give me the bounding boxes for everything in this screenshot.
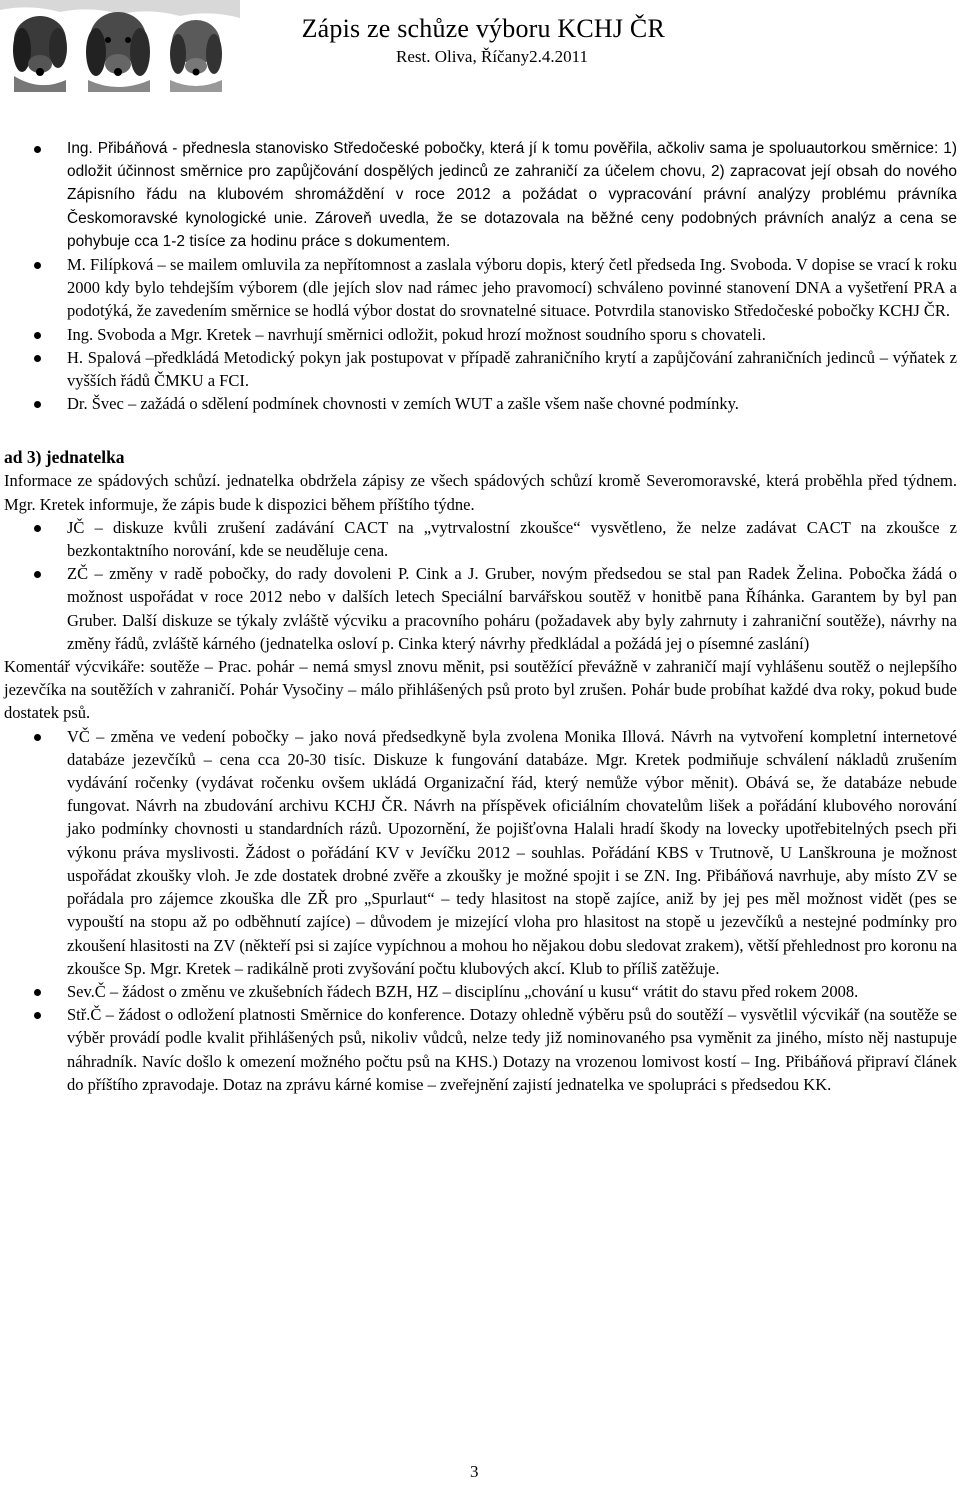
document-title: Zápis ze schůze výboru KCHJ ČR: [301, 14, 665, 43]
list-item: H. Spalová –předkládá Metodický pokyn jak postupovat v případě zahraničního krytí a zapůjčování zahraničních jedinců – výňatek z vyšších řádů ČMKU a FCI.: [4, 346, 957, 392]
trainer-comment: Komentář výcvikáře: soutěže – Prac. pohár – nemá smysl znovu měnit, psi soutěžící převážně v zahraničí mají vyhlášenu soutěž o nejlepšího jezevčíka na soutěžích v zahraničí. Pohár Vysočiny – málo přihlášených psů proto byl zrušen. Pohár bude probíhat každé dva roky, pokud bude dostatek psů.: [4, 657, 957, 723]
list-item: M. Filípková – se mailem omluvila za nepřítomnost a zaslala výboru dopis, který četl předseda Ing. Svoboda. V dopise se vrací k roku 2000 kdy bylo tehdejším výborem (dle jejích slov nad rámec jeho pravomocí) schváleno povinné stanovení DNA a vyšetření PRA a podotýká, že zavedením směrnice se hodlá výbor dostat do srovnatelné situace. Potvrdila stanovisko Středočeské pobočky KCHJ ČR.: [4, 253, 957, 323]
list-item: Stř.Č – žádost o odložení platnosti Směrnice do konference. Dotazy ohledně výběru psů do soutěží – vysvětlil výcvikář (na soutěže se výběr provádí podle kvalit přihlášených psů, nikoliv vůdců, nelze tedy již nominovaného psa vyměnit za jiného, místo něj nastupuje náhradník. Navíc došlo k omezení možného počtu psů na KHS.) Dotazy na vrozenou lomivost kostí – Ing. Přibáňová připraví článek do příštího zpravodaje. Dotaz na zprávu kárné komise – zveřejnění zajistí jednatelka ve spolupráci s předsedou KK.: [4, 1003, 957, 1096]
list-item: ZČ – změny v radě pobočky, do rady dovoleni P. Cink a J. Gruber, novým předsedou se stal pan Radek Želina. Pobočka žádá o možnost uspořádat v roce 2012 nebo v dalších letech Speciální barvářskou soutěž v honitbě pana Říhánka. Garantem by byl pan Gruber. Další diskuze se týkaly zvláště výcviku a pracovního poháru (požadavek aby byly zahrnuty i zahraniční soutěže), návrhy na změny řádů, zvláště kárného (jednatelka osloví p. Cinka který návrhy předkládal a požádá jej o písemné zaslání): [4, 562, 957, 655]
list-item: Dr. Švec – zažádá o sdělení podmínek chovnosti v zemích WUT a zašle všem naše chovné podmínky.: [4, 392, 957, 415]
page-number: 3: [470, 1462, 479, 1481]
document-subtitle: Rest. Oliva, Říčany2.4.2011: [395, 47, 588, 66]
dachshund-illustration-icon: [0, 0, 240, 92]
section2-list-a: [4, 516, 957, 655]
page-header: [0, 0, 960, 95]
list-item: Ing. Svoboda a Mgr. Kretek – navrhují směrnici odložit, pokud hrozí možnost soudního sporu s chovateli.: [4, 323, 957, 346]
section-heading: ad 3) jednatelka: [4, 447, 125, 468]
list-item: Ing. Přibáňová - přednesla stanovisko Středočeské pobočky, která jí k tomu pověřila, ačkoliv sama je spoluautorkou směrnice: 1) odložit účinnost směrnice pro zapůjčování dospělých jedinců ze zahraničí za účelem chovu, 2) zapracovat její obsah do nového Zápisního řádu na klubovém shromáždění v roce 2012 a požádat o vypracování právní analýzy problému právníka Českomoravské kynologické unie. Zároveň uvedla, že se dotazovala na běžné ceny podobných právních analýz a cena se pohybuje cca 1-2 tisíce za hodinu práce s dokumentem.: [4, 137, 957, 253]
list-item: Sev.Č – žádost o změnu ve zkušebních řádech BZH, HZ – disciplínu „chování u kusu“ vrátit do stavu před rokem 2008.: [4, 980, 957, 1003]
list-item: VČ – změna ve vedení pobočky – jako nová předsedkyně byla zvolena Monika Illová. Návrh na vytvoření kompletní internetové databáze jezevčíků – cena cca 20-30 tisíc. Diskuze k fungování databáze. Mgr. Kretek podmiňuje schválení nákladů zrušením vydávání ročenky (vydávat ročenku ovšem ukládá Organizační řád, který nemůže výbor měnit). Obává se, že databáze nebude fungovat. Návrh na zbudování archivu KCHJ ČR. Návrh na příspěvek oficiálním chovatelům lišek a pořádání klubového norování jako podmínky chovnosti u standardních rázů. Upozornění, že pojišťovna Halali hradí škody na lovecky upotřebitelných psech při výkonu práva myslivosti. Žádost o pořádání KV v Jevíčku 2012 – souhlas. Pořádání KBS v Trutnově, U Lanškrouna je možnost uspořádat zkoušky vloh. Je zde dostatek drobné zvěře a zkoušky je možné spojit i se ZN. Ing. Přibáňová navrhuje, aby místo ZV se pořádala pro zájemce zkouška dle ZŘ pro „Spurlaut“ – tedy hlasitost na stopě zajíce, aniž by jej pes měl možnost vidět (pes se vypouští na stopu až po odběhnutí zajíce) – důvodem je mizející vloha pro hlasitost na stopě u jezevčíků a nestejné podmínky pro zkoušení hlasitosti na ZV (někteří psi si zajíce vypíchnou a mohou ho nějakou dobu sledovat zrakem), větší přehlednost pro koronu na zkoušce Sp. Mgr. Kretek – radikálně proti zvyšování počtu klubových akcí. Klub to příliš zatěžuje.: [4, 725, 957, 980]
section-intro: Informace ze spádových schůzí. jednatelka obdržela zápisy ze všech spádových schůzí kromě Severomoravské, která proběhla před týdnem. Mgr. Kretek informuje, že zápis bude k dispozici během příštího týdne.: [4, 471, 957, 514]
document-body: [4, 137, 957, 1096]
list-item: JČ – diskuze kvůli zrušení zadávání CACT na „vytrvalostní zkoušce“ vysvětleno, že nelze zadávat CACT na zkoušce z bezkontaktního norování, kde se neuděluje cena.: [4, 516, 957, 562]
section2-list-b: [4, 725, 957, 1096]
section1-list: [4, 137, 957, 415]
